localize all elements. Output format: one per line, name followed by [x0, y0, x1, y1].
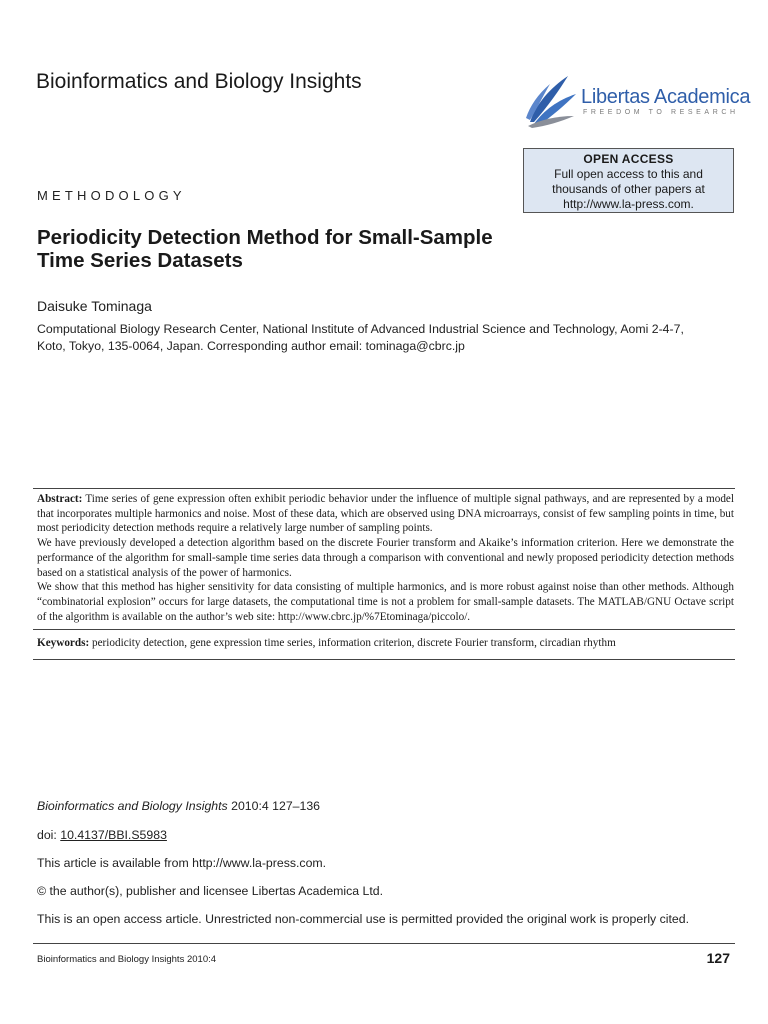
citation-line	[37, 799, 320, 813]
keywords-label: Keywords:	[37, 637, 90, 649]
affiliation-line: Computational Biology Research Center, National Institute of Advanced Industrial Science and Technology, Aomi 2-4-7,	[37, 322, 684, 336]
feather-logo-icon	[524, 70, 580, 130]
open-access-link[interactable]: http://www.la-press.com.	[563, 197, 694, 211]
paper-title-line: Time Series Datasets	[37, 249, 243, 272]
abstract	[37, 492, 734, 624]
page-number: 127	[706, 950, 730, 966]
open-access-title: OPEN ACCESS	[583, 152, 674, 166]
footer-journal: Bioinformatics and Biology Insights 2010:4	[37, 954, 217, 965]
author-affiliation	[37, 321, 732, 355]
citation-volume: 2010:4 127–136	[231, 799, 321, 813]
abstract-paragraph	[37, 492, 734, 536]
abstract-text: Time series of gene expression often exhibit periodic behavior under the influence of multiple signal pathways, and are represented by a model that incorporates multiple harmonics and noise. Most of these data, which are observed using DNA microarrays, consist of few sampling points in time, but most periodicity detection methods require a relatively large number of sampling points.	[37, 493, 734, 535]
copyright-note: © the author(s), publisher and licensee Libertas Academica Ltd.	[37, 884, 384, 898]
open-access-line: Full open access to this and	[554, 167, 703, 181]
affiliation-line: Koto, Tokyo, 135-0064, Japan. Corresponding author email: tominaga@cbrc.jp	[37, 339, 465, 353]
publisher-logo[interactable]	[524, 70, 751, 130]
doi-label: doi:	[37, 828, 57, 842]
keywords-text: periodicity detection, gene expression time series, information criterion, discrete Fourier transform, circadian rhythm	[92, 637, 616, 649]
availability-note: This article is available from http://www.la-press.com.	[37, 856, 327, 870]
section-label: METHODOLOGY	[37, 188, 186, 203]
license-note: This is an open access article. Unrestricted non-commercial use is permitted provided the original work is properly cited.	[37, 912, 690, 926]
abstract-paragraph: We show that this method has higher sensitivity for data consisting of multiple harmonics, and is more robust against noise than other methods. Although “combinatorial explosion” occurs for large datasets, the computational time is not a problem for small-sample datasets. The MATLAB/GNU Octave script of the algorithm is available on the author’s web site: http://www.cbrc.jp/%7Etominaga/piccolo/.	[37, 581, 734, 623]
footer-rule	[33, 943, 735, 944]
paper-title	[37, 226, 597, 272]
citation-journal: Bioinformatics and Biology Insights	[37, 799, 228, 813]
logo-tagline: FREEDOM TO RESEARCH	[583, 109, 739, 116]
open-access-line: thousands of other papers at	[552, 182, 705, 196]
open-access-box	[523, 148, 734, 213]
doi-line	[37, 828, 167, 842]
keywords	[37, 637, 734, 649]
journal-name: Bioinformatics and Biology Insights	[36, 70, 362, 93]
doi-link[interactable]: 10.4137/BBI.S5983	[60, 828, 167, 842]
keywords-bottom-rule	[33, 659, 735, 660]
logo-text: Libertas Academica	[581, 86, 751, 108]
abstract-top-rule	[33, 488, 735, 489]
author-name: Daisuke Tominaga	[37, 298, 152, 314]
abstract-paragraph: We have previously developed a detection algorithm based on the discrete Fourier transform and Akaike’s information criterion. Here we demonstrate the performance of the algorithm for small-sample time series data through a comparison with conventional and newly proposed periodicity detection methods based on a statistical analysis of the power of harmonics.	[37, 537, 734, 579]
abstract-label: Abstract:	[37, 493, 83, 505]
keywords-top-rule	[33, 629, 735, 630]
paper-title-line: Periodicity Detection Method for Small-Sample	[37, 226, 493, 249]
